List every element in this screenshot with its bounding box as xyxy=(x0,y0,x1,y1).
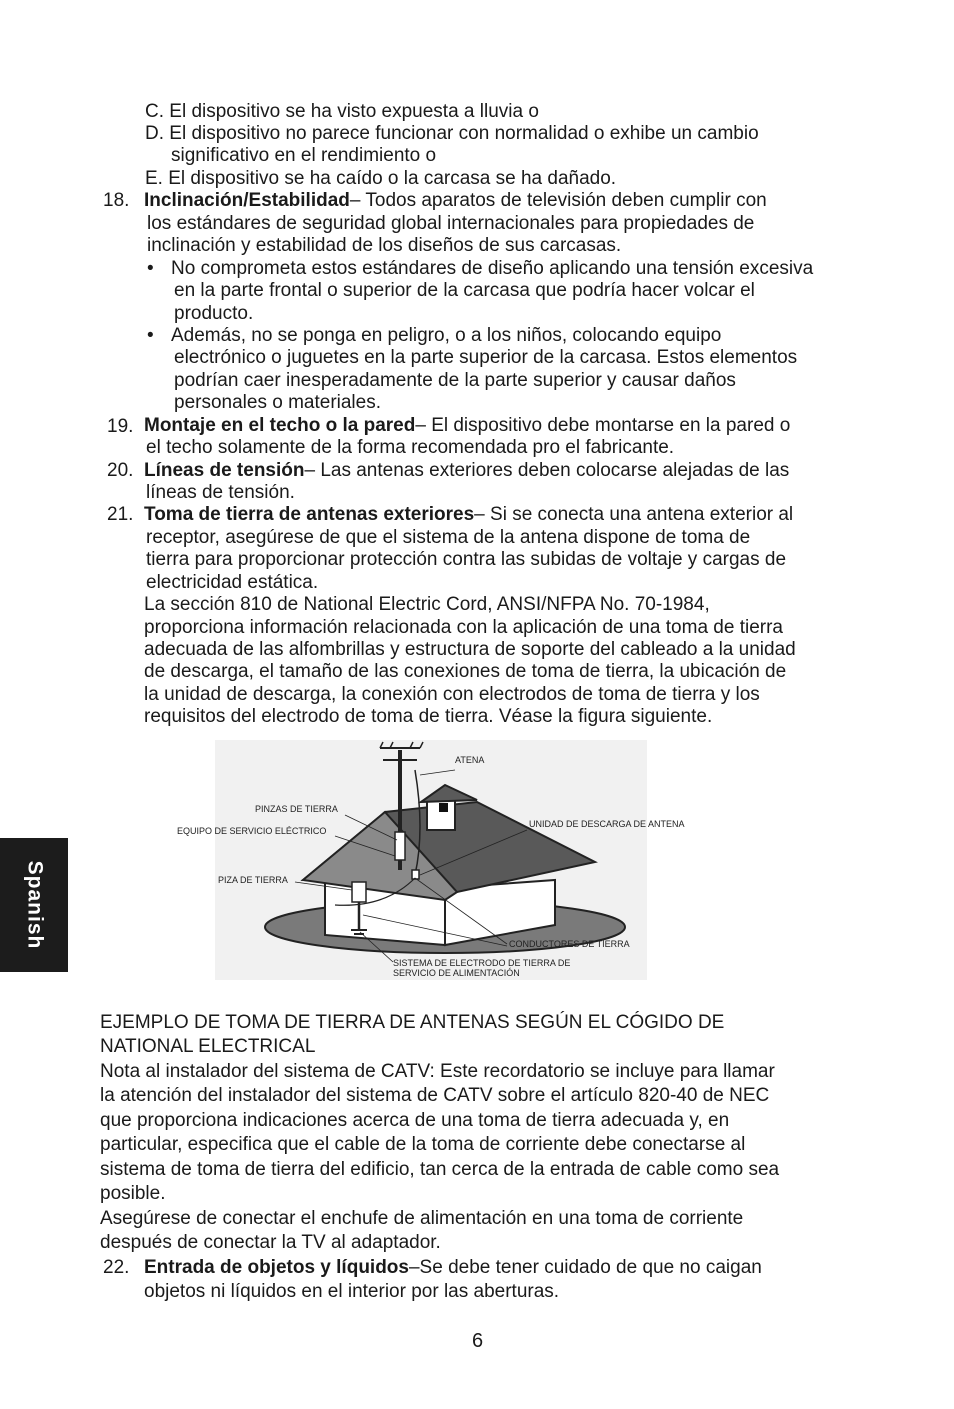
bullet-2-line3: podrían caer inesperadamente de la parte superior y causar daños xyxy=(174,370,736,391)
section-20-title: Líneas de tensión xyxy=(144,460,305,481)
label-sistema-line1: SISTEMA DE ELECTRODO DE TIERRA DE xyxy=(393,958,571,968)
page-number: 6 xyxy=(472,1330,484,1352)
section-21-para-line1: La sección 810 de National Electric Cord, ANSI/NFPA No. 70-1984, xyxy=(144,594,710,615)
label-pinzas-de-tierra: PINZAS DE TIERRA xyxy=(255,804,338,814)
section-21-title: Toma de tierra de antenas exteriores xyxy=(144,504,475,525)
section-21-para-line6: requisitos del electrodo de toma de tierra. Véase la figura siguiente. xyxy=(144,706,713,727)
section-21-line4: electricidad estática. xyxy=(146,572,319,593)
bullet-2-line4: personales o materiales. xyxy=(174,392,381,413)
section-18-title: Inclinación/Estabilidad xyxy=(144,190,350,211)
label-sistema-line2: SERVICIO DE ALIMENTACIÓN xyxy=(393,968,520,978)
section-22-number: 22. xyxy=(103,1257,130,1278)
language-tab xyxy=(0,838,68,972)
label-atena: ATENA xyxy=(455,755,485,765)
note-line2: la atención del instalador del sistema de CATV sobre el artículo 820-40 de NEC xyxy=(100,1085,770,1106)
item-c: C. El dispositivo se ha visto expuesta a lluvia o xyxy=(145,101,539,122)
section-20-number: 20. xyxy=(107,460,134,481)
label-conductores: CONDUCTORES DE TIERRA xyxy=(509,939,630,949)
section-21-number: 21. xyxy=(107,504,134,525)
section-19-title: Montaje en el techo o la pared xyxy=(144,415,416,436)
label-unidad-descarga: UNIDAD DE DESCARGA DE ANTENA xyxy=(529,819,685,829)
section-21-line3: tierra para proporcionar protección contra las subidas de voltaje y cargas de xyxy=(146,549,787,570)
item-d-line2: significativo en el rendimiento o xyxy=(171,145,437,166)
section-19-line2: el techo solamente de la forma recomendada pro el fabricante. xyxy=(146,437,675,458)
section-18-number: 18. xyxy=(103,190,130,211)
section-22-title: Entrada de objetos y líquidos xyxy=(144,1257,409,1278)
section-18-line2: los estándares de seguridad global internacionales para propiedades de xyxy=(147,213,755,234)
section-20-line1: Líneas de tensión– Las antenas exteriores deben colocarse alejadas de las xyxy=(144,460,790,481)
section-21-line1: Toma de tierra de antenas exteriores– Si se conecta una antena exterior al xyxy=(144,504,794,525)
item-d-line1: D. El dispositivo no parece funcionar con normalidad o exhibe un cambio xyxy=(145,123,759,144)
bullet-2-line1: Además, no se ponga en peligro, o a los niños, colocando equipo xyxy=(171,325,722,346)
bullet-icon: • xyxy=(147,325,154,346)
example-heading-line1: EJEMPLO DE TOMA DE TIERRA DE ANTENAS SEGÚN EL CÓGIDO DE xyxy=(100,1012,725,1033)
bullet-icon: • xyxy=(147,258,154,279)
item-e: E. El dispositivo se ha caído o la carcasa se ha dañado. xyxy=(145,168,617,189)
note-line5: sistema de toma de tierra del edificio, tan cerca de la entrada de cable como sea xyxy=(100,1159,780,1180)
section-21-para-line5: la unidad de descarga, la conexión con electrodos de toma de tierra y los xyxy=(144,684,760,705)
bullet-2-line2: electrónico o juguetes en la parte superior de la carcasa. Estos elementos xyxy=(174,347,798,368)
label-piza-de-tierra: PIZA DE TIERRA xyxy=(218,875,288,885)
section-22-line2: objetos ni líquidos en el interior por las aberturas. xyxy=(144,1281,560,1302)
advice-line1: Asegúrese de conectar el enchufe de alimentación en una toma de corriente xyxy=(100,1208,744,1229)
note-line6: posible. xyxy=(100,1183,166,1204)
section-21-para-line4: de descarga, el tamaño de las conexiones de toma de tierra, la ubicación de xyxy=(144,661,787,682)
note-line3: que proporciona indicaciones acerca de una toma de tierra adecuada y, en xyxy=(100,1110,730,1131)
section-21-para-line3: adecuada de las alfombrillas y estructura de soporte del cableado a la unidad xyxy=(144,639,796,660)
bullet-1-line3: producto. xyxy=(174,303,254,324)
antenna-grounding-figure xyxy=(177,740,685,980)
note-line1: Nota al instalador del sistema de CATV: Este recordatorio se incluye para llamar xyxy=(100,1061,775,1082)
section-19-line1: Montaje en el techo o la pared– El dispositivo debe montarse en la pared o xyxy=(144,415,791,436)
section-21-line2: receptor, asegúrese de que el sistema de la antena dispone de toma de xyxy=(146,527,751,548)
advice-line2: después de conectar la TV al adaptador. xyxy=(100,1232,441,1253)
section-18-line1: Inclinación/Estabilidad– Todos aparatos de televisión deben cumplir con xyxy=(144,190,767,211)
section-21-para-line2: proporciona información relacionada con la aplicación de una toma de tierra xyxy=(144,617,783,638)
section-18-line3: inclinación y estabilidad de los diseños de sus carcasas. xyxy=(147,235,622,256)
label-equipo-servicio: EQUIPO DE SERVICIO ELÉCTRICO xyxy=(177,826,327,836)
note-line4: particular, especifica que el cable de la toma de corriente debe conectarse al xyxy=(100,1134,746,1155)
section-22-line1: Entrada de objetos y líquidos–Se debe tener cuidado de que no caigan xyxy=(144,1257,762,1278)
section-19-number: 19. xyxy=(107,416,134,437)
section-20-line2: líneas de tensión. xyxy=(146,482,295,503)
bullet-1-line2: en la parte frontal o superior de la carcasa que podría hacer volcar el xyxy=(174,280,755,301)
language-tab-label: Spanish xyxy=(23,860,47,950)
bullet-1-line1: No comprometa estos estándares de diseño aplicando una tensión excesiva xyxy=(171,258,814,279)
example-heading-line2: NATIONAL ELECTRICAL xyxy=(100,1036,316,1057)
